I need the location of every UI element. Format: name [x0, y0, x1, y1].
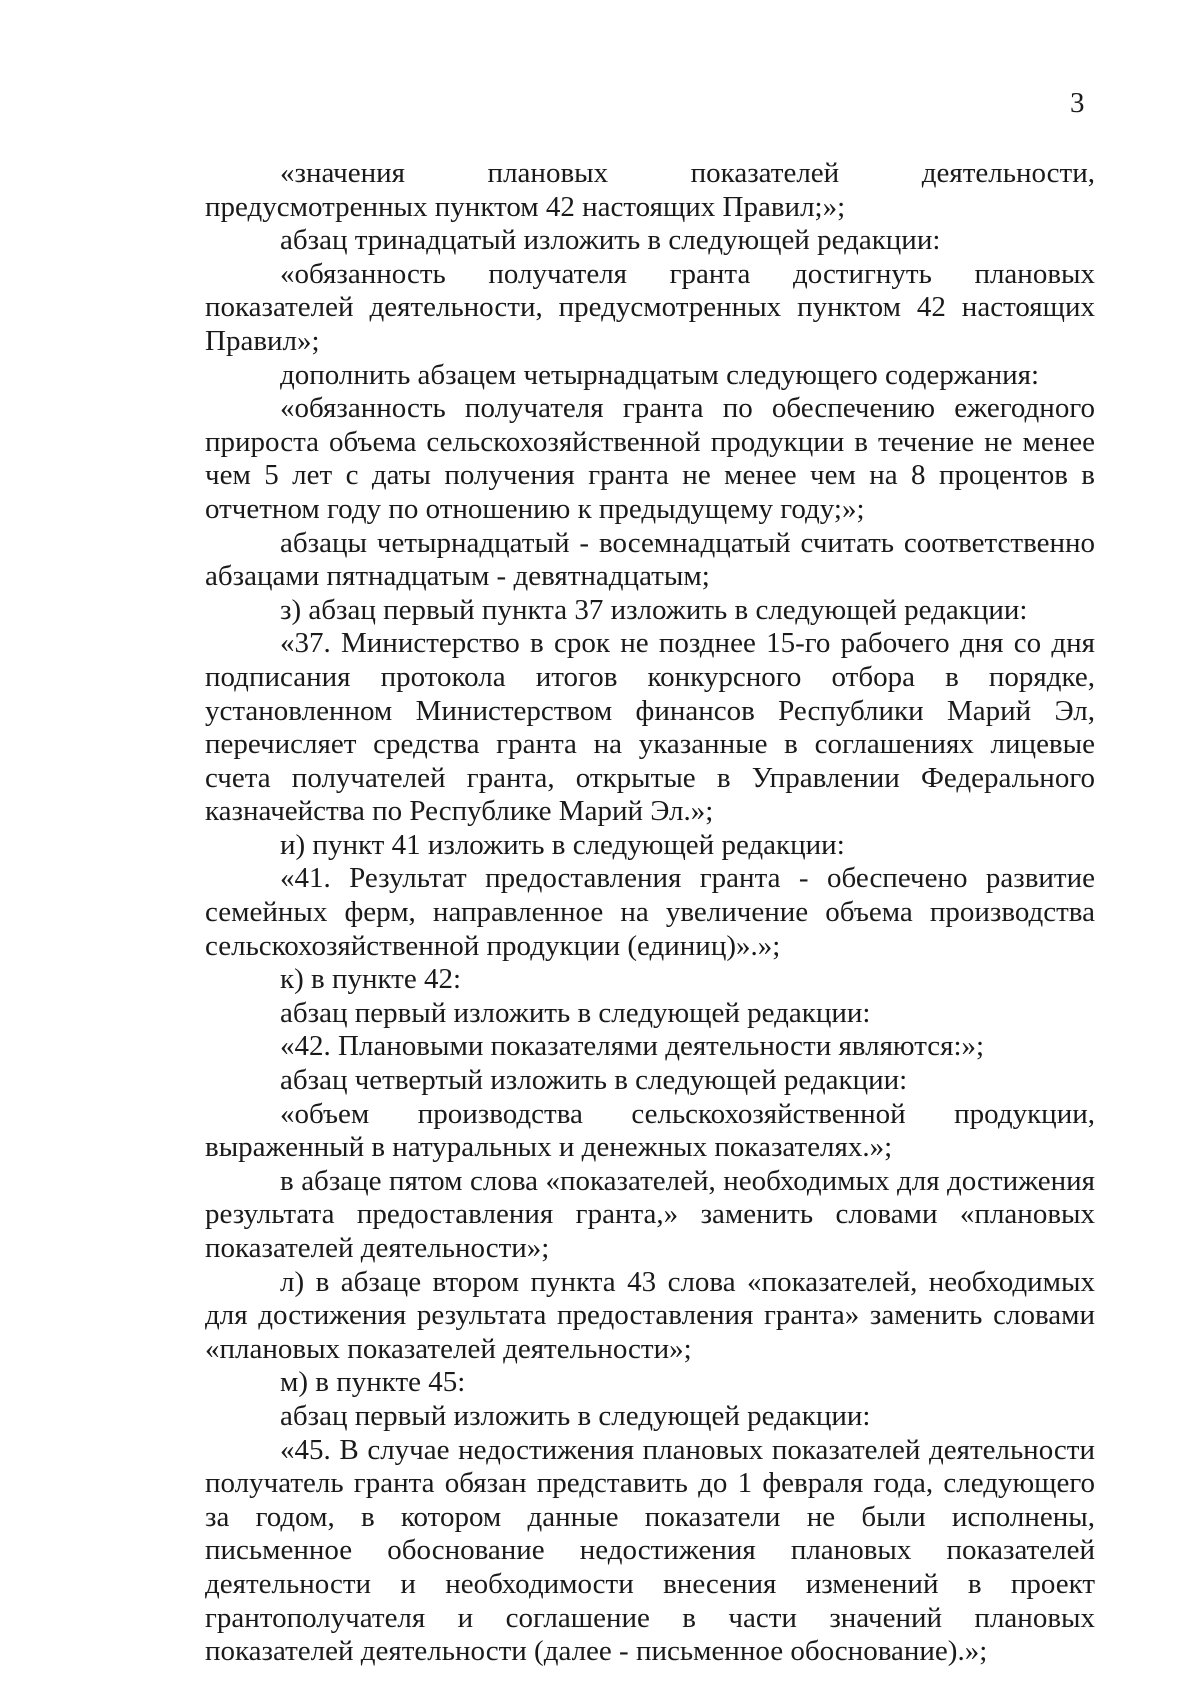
paragraph: з) абзац первый пункта 37 изложить в следующей редакции: — [280, 593, 1028, 626]
paragraph: «37. Министерство в срок не позднее 15-го рабочего дня со дня подписания протокола итогов конкурсного отбора в порядке, установленном Министерством финансов Республики Марий Эл, перечисляет средства гранта на указанные в соглашениях лицевые счета получателей гранта, открытые в Управлении Федерального казначейства по Республике Марий Эл.»; — [205, 627, 1095, 828]
paragraph: дополнить абзацем четырнадцатым следующего содержания: — [280, 358, 1040, 391]
paragraph: абзац тринадцатый изложить в следующей редакции: — [280, 224, 941, 257]
paragraph: «обязанность получателя гранта достигнуть плановых показателей деятельности, предусмотренных пунктом 42 настоящих Правил»; — [205, 257, 1095, 357]
paragraph: к) в пункте 42: — [280, 963, 462, 996]
paragraph: «значения плановых показателей деятельности, предусмотренных пунктом 42 настоящих Правил;»; — [205, 157, 1095, 223]
paragraph: абзацы четырнадцатый - восемнадцатый считать соответственно абзацами пятнадцатым - девятнадцатым; — [205, 526, 1095, 593]
paragraph: «обязанность получателя гранта по обеспечению ежегодного прироста объема сельскохозяйственной продукции в течение не менее чем 5 лет с даты получения гранта не менее чем на 8 процентов в отчетном году по отношению к предыдущему году;»; — [205, 392, 1095, 525]
paragraph: абзац первый изложить в следующей редакции: — [280, 1399, 871, 1432]
paragraph: л) в абзаце втором пункта 43 слова «показателей, необходимых для достижения результата предоставления гранта» заменить словами «плановых показателей деятельности»; — [205, 1265, 1095, 1365]
paragraph: и) пункт 41 изложить в следующей редакции: — [280, 828, 845, 861]
document-body — [205, 157, 1095, 1669]
paragraph: «42. Плановыми показателями деятельности являются:»; — [280, 1030, 985, 1063]
paragraph: абзац первый изложить в следующей редакции: — [280, 996, 871, 1029]
paragraph: «объем производства сельскохозяйственной продукции, выраженный в натуральных и денежных показателях.»; — [205, 1097, 1095, 1164]
paragraph: в абзаце пятом слова «показателей, необходимых для достижения результата предоставления гранта,» заменить словами «плановых показателей деятельности»; — [205, 1164, 1095, 1264]
paragraph: «41. Результат предоставления гранта - обеспечено развитие семейных ферм, направленное на увеличение объема производства сельскохозяйственной продукции (единиц)».»; — [205, 862, 1095, 962]
paragraph: м) в пункте 45: — [280, 1366, 466, 1399]
paragraph: абзац четвертый изложить в следующей редакции: — [280, 1064, 908, 1097]
page-number: 3 — [1070, 87, 1085, 119]
paragraph: «45. В случае недостижения плановых показателей деятельности получатель гранта обязан представить до 1 февраля года, следующего за годом, в котором данные показатели не были исполнены, письменное обоснование недостижения плановых показателей деятельности и необходимости внесения изменений в проект грантополучателя и соглашение в части значений плановых показателей деятельности (далее - письменное обоснование).»; — [205, 1433, 1095, 1668]
